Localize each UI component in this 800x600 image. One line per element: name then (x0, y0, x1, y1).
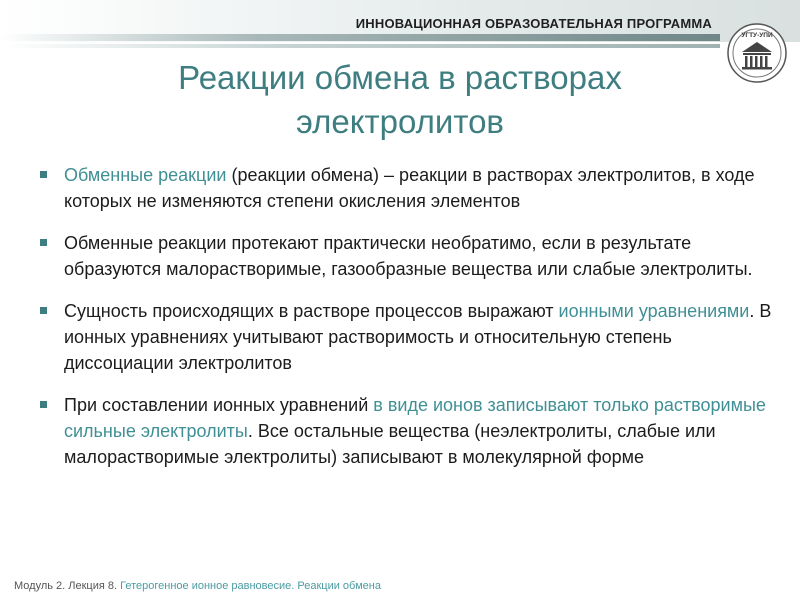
footer-module: Модуль 2. Лекция 8. (14, 580, 121, 592)
bullet-text: Обменные реакции протекают практически необратимо, если в результате образуются малорастворимые, газообразные вещества или слабые электролиты. (64, 233, 753, 279)
highlighted-term: в виде ионов записывают только растворимые сильные электролиты (64, 395, 766, 441)
slide-title-line2: электролитов (296, 103, 504, 140)
highlighted-term: ионными уравнениями (558, 301, 750, 321)
bullet-square-icon (40, 401, 47, 408)
header-stripe-upper (0, 34, 720, 41)
footer-topic: Гетерогенное ионное равновесие. Реакции обмена (120, 580, 381, 592)
bullet-item (40, 162, 775, 214)
slide-title-line1: Реакции обмена в растворах (178, 59, 622, 96)
highlighted-term: Обменные реакции (64, 165, 227, 185)
bullet-text: . Все остальные вещества (неэлектролиты, слабые или малорастворимые электролиты) записывают в молекулярной форме (64, 421, 716, 467)
bullet-text: (реакции обмена) – реакции в растворах электролитов, в ходе которых не изменяются степени окисления элементов (64, 165, 755, 211)
program-label: ИННОВАЦИОННАЯ ОБРАЗОВАТЕЛЬНАЯ ПРОГРАММА (355, 16, 712, 31)
bullet-square-icon (40, 239, 47, 246)
footer (14, 580, 381, 592)
bullet-text: . В ионных уравнениях учитывают растворимость и относительную степень диссоциации электролитов (64, 301, 772, 373)
bullet-item (40, 230, 775, 282)
logo-text: УГТУ-УПИ (741, 32, 773, 39)
bullet-list (40, 162, 775, 486)
bullet-text: При составлении ионных уравнений (64, 395, 374, 415)
bullet-text: Сущность происходящих в растворе процессов выражают (64, 301, 559, 321)
bullet-square-icon (40, 171, 47, 178)
slide-title (60, 56, 740, 144)
bullet-square-icon (40, 307, 47, 314)
bullet-item (40, 298, 775, 376)
header-stripe-lower (0, 44, 720, 48)
bullet-item (40, 392, 775, 470)
